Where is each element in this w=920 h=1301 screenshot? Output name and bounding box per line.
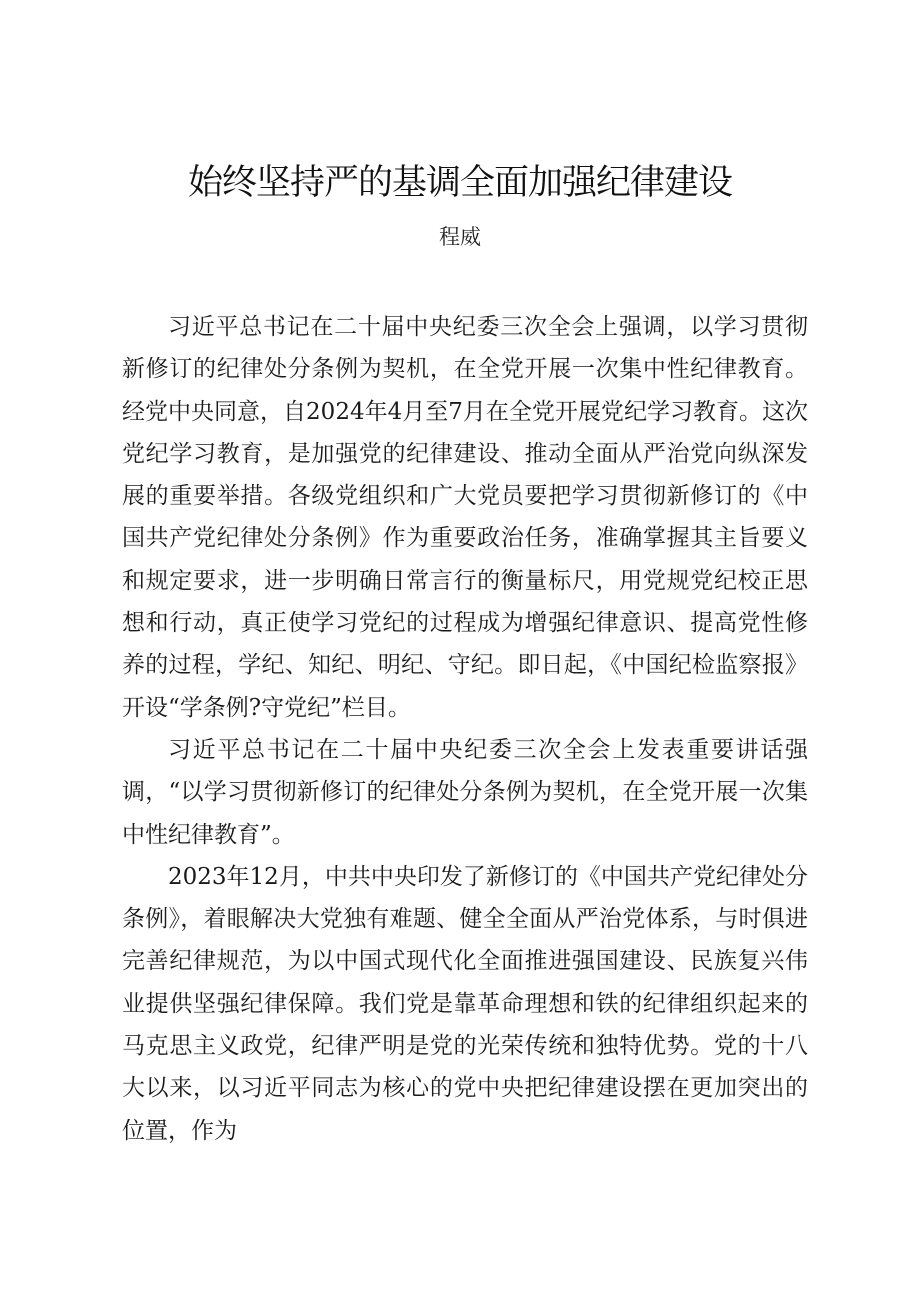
article-body xyxy=(122,306,808,1152)
article-title: 始终坚持严的基调全面加强纪律建设 xyxy=(187,163,732,203)
paragraph-2: 习近平总书记在二十届中央纪委三次全会上发表重要讲话强调，“以学习贯彻新修订的纪律处分条例为契机，在全党开展一次集中性纪律教育”。 xyxy=(122,736,808,848)
paragraph-3: 2023年12月，中共中央印发了新修订的《中国共产党纪律处分条例》，着眼解决大党独有难题、健全全面从严治党体系，与时俱进完善纪律规范，为以中国式现代化全面推进强国建设、民族复兴伟业提供坚强纪律保障。我们党是靠革命理想和铁的纪律组织起来的马克思主义政党，纪律严明是党的光荣传统和独特优势。党的十八大以来，以习近平同志为核心的党中央把纪律建设摆在更加突出的位置，作为 xyxy=(122,863,808,1144)
article-author: 程威 xyxy=(439,225,481,249)
paragraph-1: 习近平总书记在二十届中央纪委三次全会上强调，以学习贯彻新修订的纪律处分条例为契机，在全党开展一次集中性纪律教育。经党中央同意，自2024年4月至7月在全党开展党纪学习教育。这次党纪学习教育，是加强党的纪律建设、推动全面从严治党向纵深发展的重要举措。各级党组织和广大党员要把学习贯彻新修订的《中国共产党纪律处分条例》作为重要政治任务，准确掌握其主旨要义和规定要求，进一步明确日常言行的衡量标尺，用党规党纪校正思想和行动，真正使学习党纪的过程成为增强纪律意识、提高党性修养的过程，学纪、知纪、明纪、守纪。即日起，《中国纪检监察报》开设“学条例?守党纪”栏目。 xyxy=(122,314,808,721)
